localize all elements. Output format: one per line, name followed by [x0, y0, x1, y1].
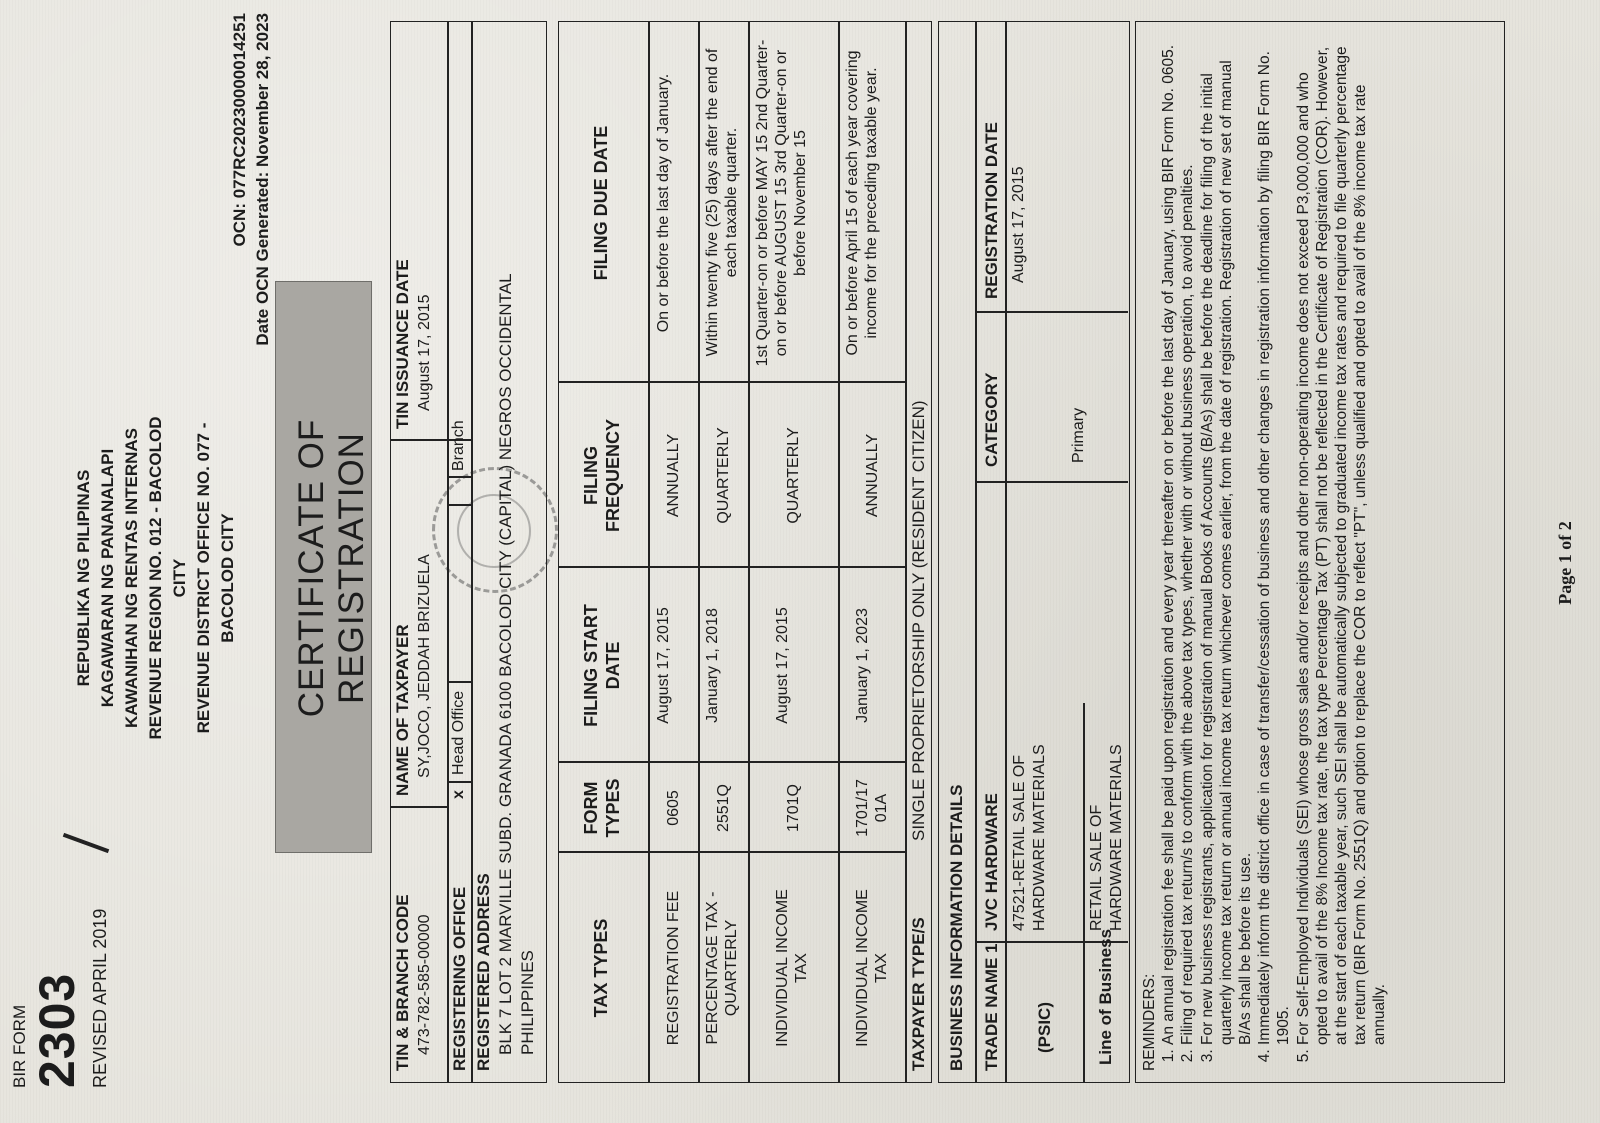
trade-name-value: JVC HARDWARE [982, 793, 1001, 931]
tin-issuance-label: TIN ISSUANCE DATE [393, 259, 412, 429]
branch-label: Branch [450, 420, 467, 471]
line-of-business-value: RETAIL SALE OF HARDWARE MATERIALS [1088, 744, 1125, 931]
row1-start-date: August 17, 2015 [655, 607, 672, 724]
divider [975, 22, 977, 1083]
divider [390, 807, 448, 809]
divider [447, 505, 472, 507]
divider [1083, 703, 1085, 1083]
header-line-3: KAWANIHAN NG RENTAS INTERNAS [122, 427, 141, 729]
form-label: BIR FORM [10, 1004, 29, 1088]
col-header-filing-due: FILING DUE DATE [591, 125, 611, 281]
row4-frequency: ANNUALLY [864, 433, 881, 518]
divider [975, 312, 1128, 314]
psic-label: (PSIC) [1035, 1002, 1054, 1053]
row3-form-type: 1701Q [785, 783, 802, 833]
registered-address-line-2: PHILIPPINES [518, 950, 537, 1055]
business-section-label: BUSINESS INFORMATION DETAILS [947, 784, 966, 1071]
col-header-filing-frequency: FILING FREQUENCY [581, 419, 623, 533]
divider [447, 22, 449, 1083]
row4-due-date: On or before April 15 of each year covering income for the preceding taxable year. [844, 50, 880, 356]
row3-start-date: August 17, 2015 [774, 607, 791, 724]
row3-frequency: QUARTERLY [785, 427, 802, 524]
divider [905, 22, 907, 1083]
divider [447, 682, 472, 684]
form-number: 2303 [29, 972, 85, 1088]
header-line-2: KAGAWARAN NG PANANALAPI [98, 448, 117, 708]
row2-start-date: January 1, 2018 [704, 608, 721, 723]
row2-form-type: 2551Q [715, 783, 732, 833]
agency-header [72, 398, 240, 758]
row3-due-date: 1st Quarter-on or before MAY 15 2nd Quarter-on or before AUGUST 15 3rd Quarter-on or before November 15 [754, 39, 809, 367]
tin-label: TIN & BRANCH CODE [393, 894, 412, 1071]
taxpayer-name-value: SY,JOCO, JEDDAH BRIZUELA [416, 554, 433, 778]
row3-tax-type: INDIVIDUAL INCOME TAX [774, 889, 810, 1047]
reminders-title: REMINDERS: [1141, 973, 1158, 1071]
divider [748, 22, 750, 1083]
reminder-item: 1. An annual registration fee shall be paid upon registration and every year thereafter on or before the last day of January, using BIR Form No. 0605. [1159, 35, 1178, 1045]
reminder-item: 5. For Self-Employed Individuals (SEI) whose gross sales and/or receipts and other non-operating income does not exceed P3,000,000 and who opted to avail of the 8% Income tax rate, the tax type Percentage Tax (PT) shall not be reflected in the Certificate of Registration (COR). However, at the start of each taxable year, such SEI shall be automatically subjected to graduated income tax rates and required to file quarterly percentage tax return (BIR Form No. 2551Q) and option to replace the COR to reflect "PT", unless qualified and opted to avail of the 8% income tax rate annually. [1294, 35, 1390, 1045]
row4-start-date: January 1, 2023 [854, 608, 871, 723]
row2-due-date: Within twenty five (25) days after the end of each taxable quarter. [704, 48, 740, 357]
ocn-block [228, 13, 274, 433]
header-line-5: REVENUE DISTRICT OFFICE NO. 077 - BACOLOD CITY [194, 422, 237, 734]
row4-tax-type: INDIVIDUAL INCOME TAX [854, 889, 890, 1047]
form-revised: REVISED APRIL 2019 [90, 908, 110, 1088]
registration-date-label: REGISTRATION DATE [982, 122, 1001, 299]
divider [648, 22, 650, 1083]
tin-value: 473-782-585-00000 [416, 914, 433, 1055]
trade-name-label: TRADE NAME 1 [982, 943, 1001, 1071]
divider [471, 22, 473, 1083]
taxpayer-type-label: TAXPAYER TYPE/S [909, 917, 928, 1071]
ocn-date: Date OCN Generated: November 28, 2023 [253, 13, 272, 346]
pen-mark [63, 833, 109, 853]
registering-office-label: REGISTERING OFFICE [450, 886, 469, 1071]
category-value: Primary [1070, 407, 1087, 463]
category-label: CATEGORY [982, 372, 1001, 467]
row4-form-type: 1701/17 01A [854, 779, 890, 837]
row1-tax-type: REGISTRATION FEE [665, 890, 682, 1046]
taxpayer-name-label: NAME OF TAXPAYER [393, 624, 412, 796]
registration-date-value: August 17, 2015 [1010, 166, 1027, 283]
ocn-code: OCN: 077RC20230000014251 [230, 13, 249, 247]
divider [698, 22, 700, 1083]
line-of-business-label: Line of Business [1096, 928, 1115, 1065]
reminder-item: 4. Immediately inform the district office in case of transfer/cessation of business and other changes in registration information by filing BIR Form No. 1905. [1255, 35, 1293, 1045]
registered-address-line-1: BLK 7 LOT 2 MARVILLE SUBD. GRANADA 6100 BACOLOD CITY (CAPITAL) NEGROS OCCIDENTAL [496, 273, 515, 1055]
head-office-checkbox: x [450, 790, 467, 799]
tin-issuance-value: August 17, 2015 [416, 294, 433, 411]
row1-due-date: On or before the last day of January. [655, 73, 672, 333]
divider [1005, 22, 1007, 1083]
row1-frequency: ANNUALLY [665, 433, 682, 518]
divider [447, 477, 472, 479]
taxpayer-type-value: SINGLE PROPRIETORSHIP ONLY (RESIDENT CITIZEN) [909, 400, 928, 841]
header-line-1: REPUBLIKA NG PILIPINAS [74, 469, 93, 687]
certificate-title: CERTIFICATE OF REGISTRATION [292, 418, 371, 718]
col-header-filing-start: FILING START DATE [581, 604, 623, 727]
header-line-4: REVENUE REGION NO. 012 - BACOLOD CITY [146, 416, 189, 740]
divider [975, 482, 1128, 484]
row2-frequency: QUARTERLY [715, 427, 732, 524]
col-header-form-types: FORM TYPES [581, 778, 623, 838]
psic-value: 47521-RETAIL SALE OF HARDWARE MATERIALS [1011, 744, 1048, 931]
head-office-label: Head Office [450, 690, 467, 775]
reminder-item: 3. For new business registrants, application for registration of manual Books of Accounts (B/As) shall be before the deadline for filing of the initial quarterly income tax return or annual income tax return whichever comes earlier, from the date of registration. Registration of new set of manual B/As shall be before its use. [1198, 35, 1256, 1045]
reminders [1140, 35, 1390, 1071]
row2-tax-type: PERCENTAGE TAX - QUARTERLY [704, 891, 740, 1045]
page-indicator: Page 1 of 2 [1555, 521, 1575, 605]
divider [447, 782, 472, 784]
col-header-tax-types: TAX TYPES [591, 918, 611, 1018]
reminder-item: 2. Filing of required tax return/s to conform with the above tax types, whether with or without business operation, to avoid penalties. [1178, 35, 1197, 1045]
registered-address-label: REGISTERED ADDRESS [474, 873, 493, 1071]
divider [838, 22, 840, 1083]
row1-form-type: 0605 [665, 790, 682, 826]
